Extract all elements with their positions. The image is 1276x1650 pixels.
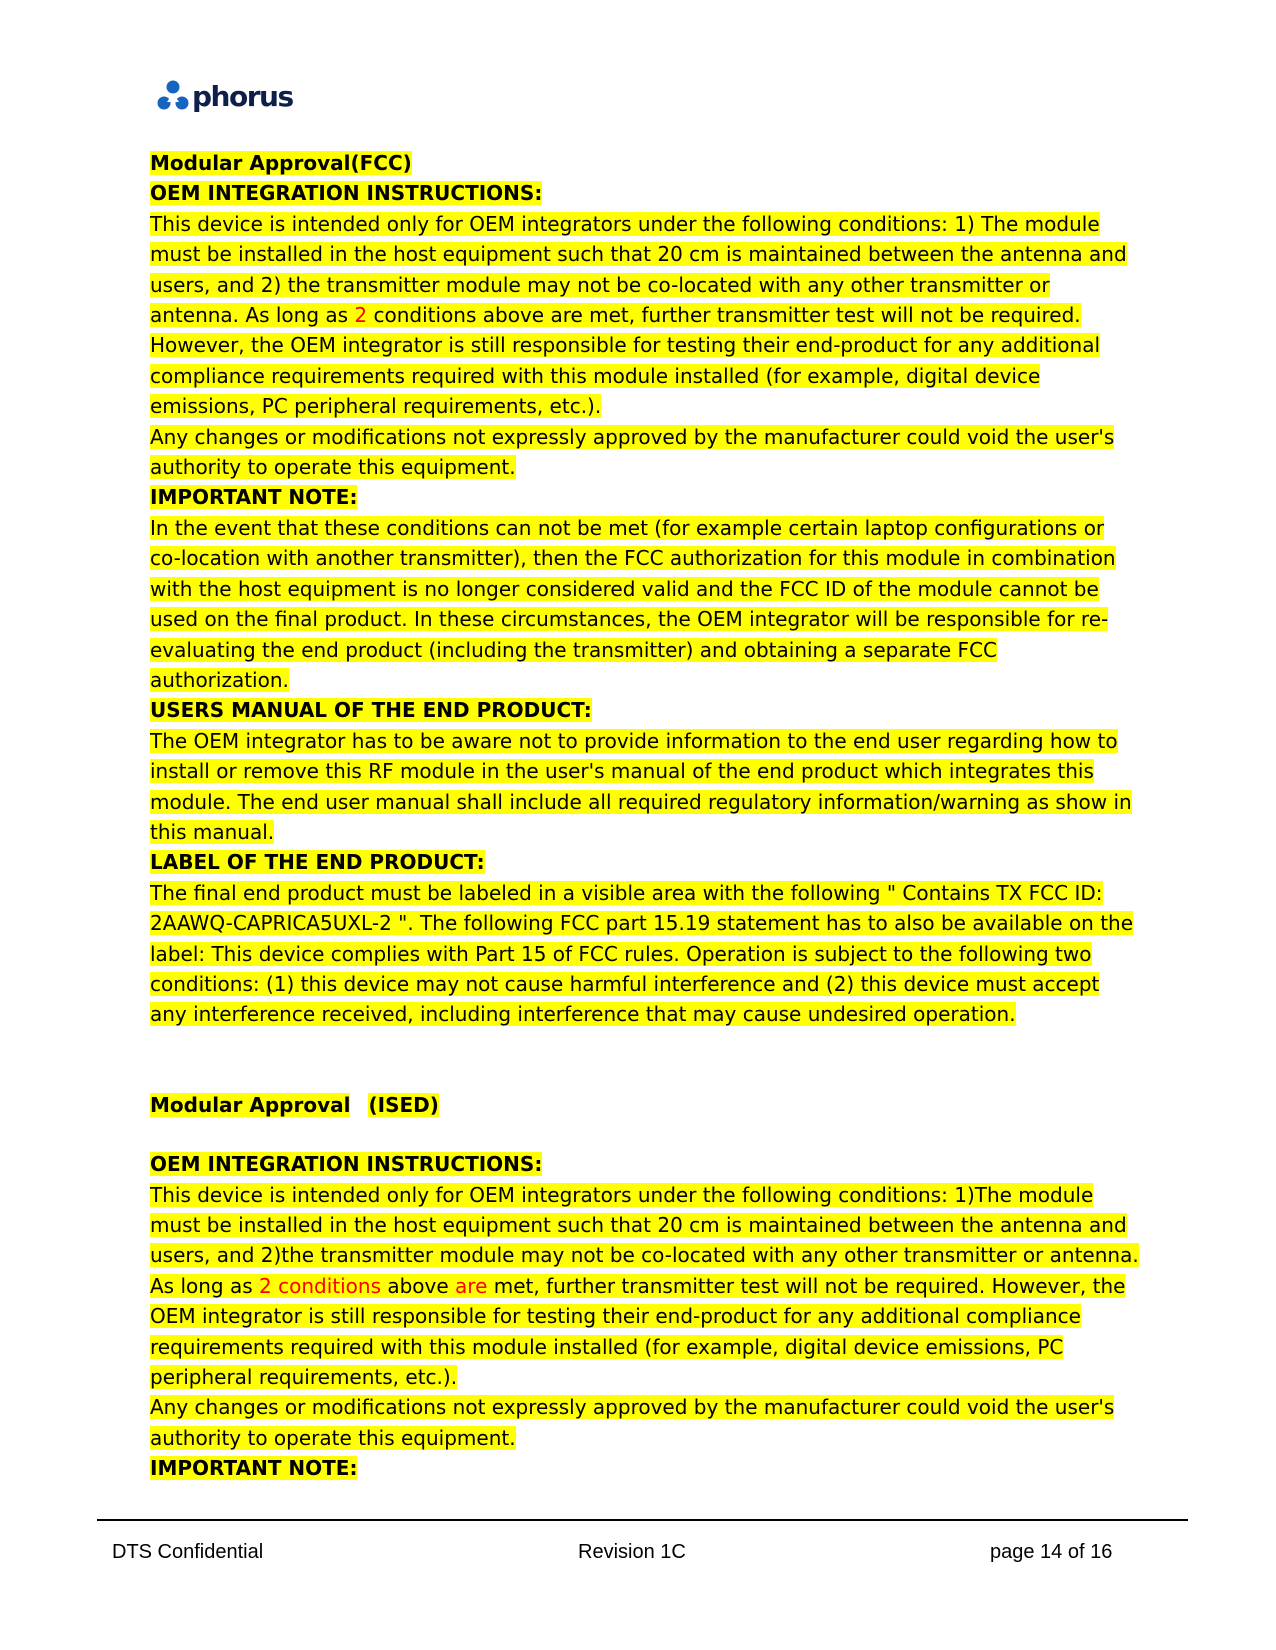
ised-oem-heading: OEM INTEGRATION INSTRUCTIONS: bbox=[150, 1152, 543, 1177]
fcc-important-paragraph: In the event that these conditions can not be met (for example certain laptop configurations or co-location with another transmitter), then the FCC authorization for this module in combination with the host equipment is no longer considered valid and the FCC ID of the module cannot be used on the final product. In these circumstances, the OEM integrator will be responsible for re-evaluating the end product (including the transmitter) and obtaining a separate FCC authorization. bbox=[150, 515, 1116, 692]
footer-confidential: DTS Confidential bbox=[112, 1541, 264, 1563]
ised-oem-paragraph: This device is intended only for OEM integrators under the following conditions: 1)The module must be installed in the host equipment such that 20 cm is maintained between the antenna and users, and 2)the transmitter module may not be co-located with any other transmitter or antenna. As long as 2 conditions above are met, further transmitter test will not be required. However, the OEM integrator is still responsible for testing their end-product for any additional compliance requirements required with this module installed (for example, digital device emissions, PC peripheral requirements, etc.). bbox=[150, 1182, 1139, 1390]
fcc-label-heading: LABEL OF THE END PRODUCT: bbox=[150, 850, 485, 875]
fcc-users-manual-heading: USERS MANUAL OF THE END PRODUCT: bbox=[150, 698, 592, 723]
fcc-oem-paragraph: This device is intended only for OEM integrators under the following conditions: 1) The module must be installed in the host equipment such that 20 cm is maintained between the antenna and users, and 2) the transmitter module may not be co-located with any other transmitter or antenna. As long as 2 conditions above are met, further transmitter test will not be required. However, the OEM integrator is still responsible for testing their end-product for any additional compliance requirements required with this module installed (for example, digital device emissions, PC peripheral requirements, etc.). bbox=[150, 211, 1127, 419]
document-body bbox=[150, 148, 1140, 1484]
ised-modification-warning: Any changes or modifications not expressly approved by the manufacturer could void the user's authority to operate this equipment. bbox=[150, 1395, 1115, 1450]
ised-section-title: Modular Approval (ISED) bbox=[150, 1092, 439, 1117]
footer-divider bbox=[97, 1519, 1188, 1521]
fcc-users-manual-paragraph: The OEM integrator has to be aware not to provide information to the end user regarding how to install or remove this RF module in the user's manual of the end product which integrates this module. The end user manual shall include all required regulatory information/warning as show in this manual. bbox=[150, 728, 1132, 844]
fcc-important-heading: IMPORTANT NOTE: bbox=[150, 485, 358, 510]
phorus-logo-icon bbox=[156, 79, 190, 113]
logo-wordmark: phorus bbox=[192, 79, 293, 113]
fcc-oem-heading: OEM INTEGRATION INSTRUCTIONS: bbox=[150, 181, 543, 206]
footer-revision: Revision 1C bbox=[578, 1541, 686, 1563]
fcc-label-paragraph: The final end product must be labeled in a visible area with the following " Contains TX FCC ID: 2AAWQ-CAPRICA5UXL-2 ". The following FCC part 15.19 statement has to also be available on the label: This device complies with Part 15 of FCC rules. Operation is subject to the following two conditions: (1) this device may not cause harmful interference and (2) this device must accept any interference received, including interference that may cause undesired operation. bbox=[150, 880, 1134, 1027]
heading-spacer bbox=[150, 1120, 1140, 1149]
footer-page-number: page 14 of 16 bbox=[990, 1541, 1113, 1563]
fcc-section-title: Modular Approval(FCC) bbox=[150, 151, 412, 175]
fcc-modification-warning: Any changes or modifications not expressly approved by the manufacturer could void the user's authority to operate this equipment. bbox=[150, 424, 1115, 480]
ised-important-heading: IMPORTANT NOTE: bbox=[150, 1456, 358, 1481]
phorus-logo bbox=[156, 76, 293, 116]
section-spacer bbox=[150, 1030, 1140, 1090]
